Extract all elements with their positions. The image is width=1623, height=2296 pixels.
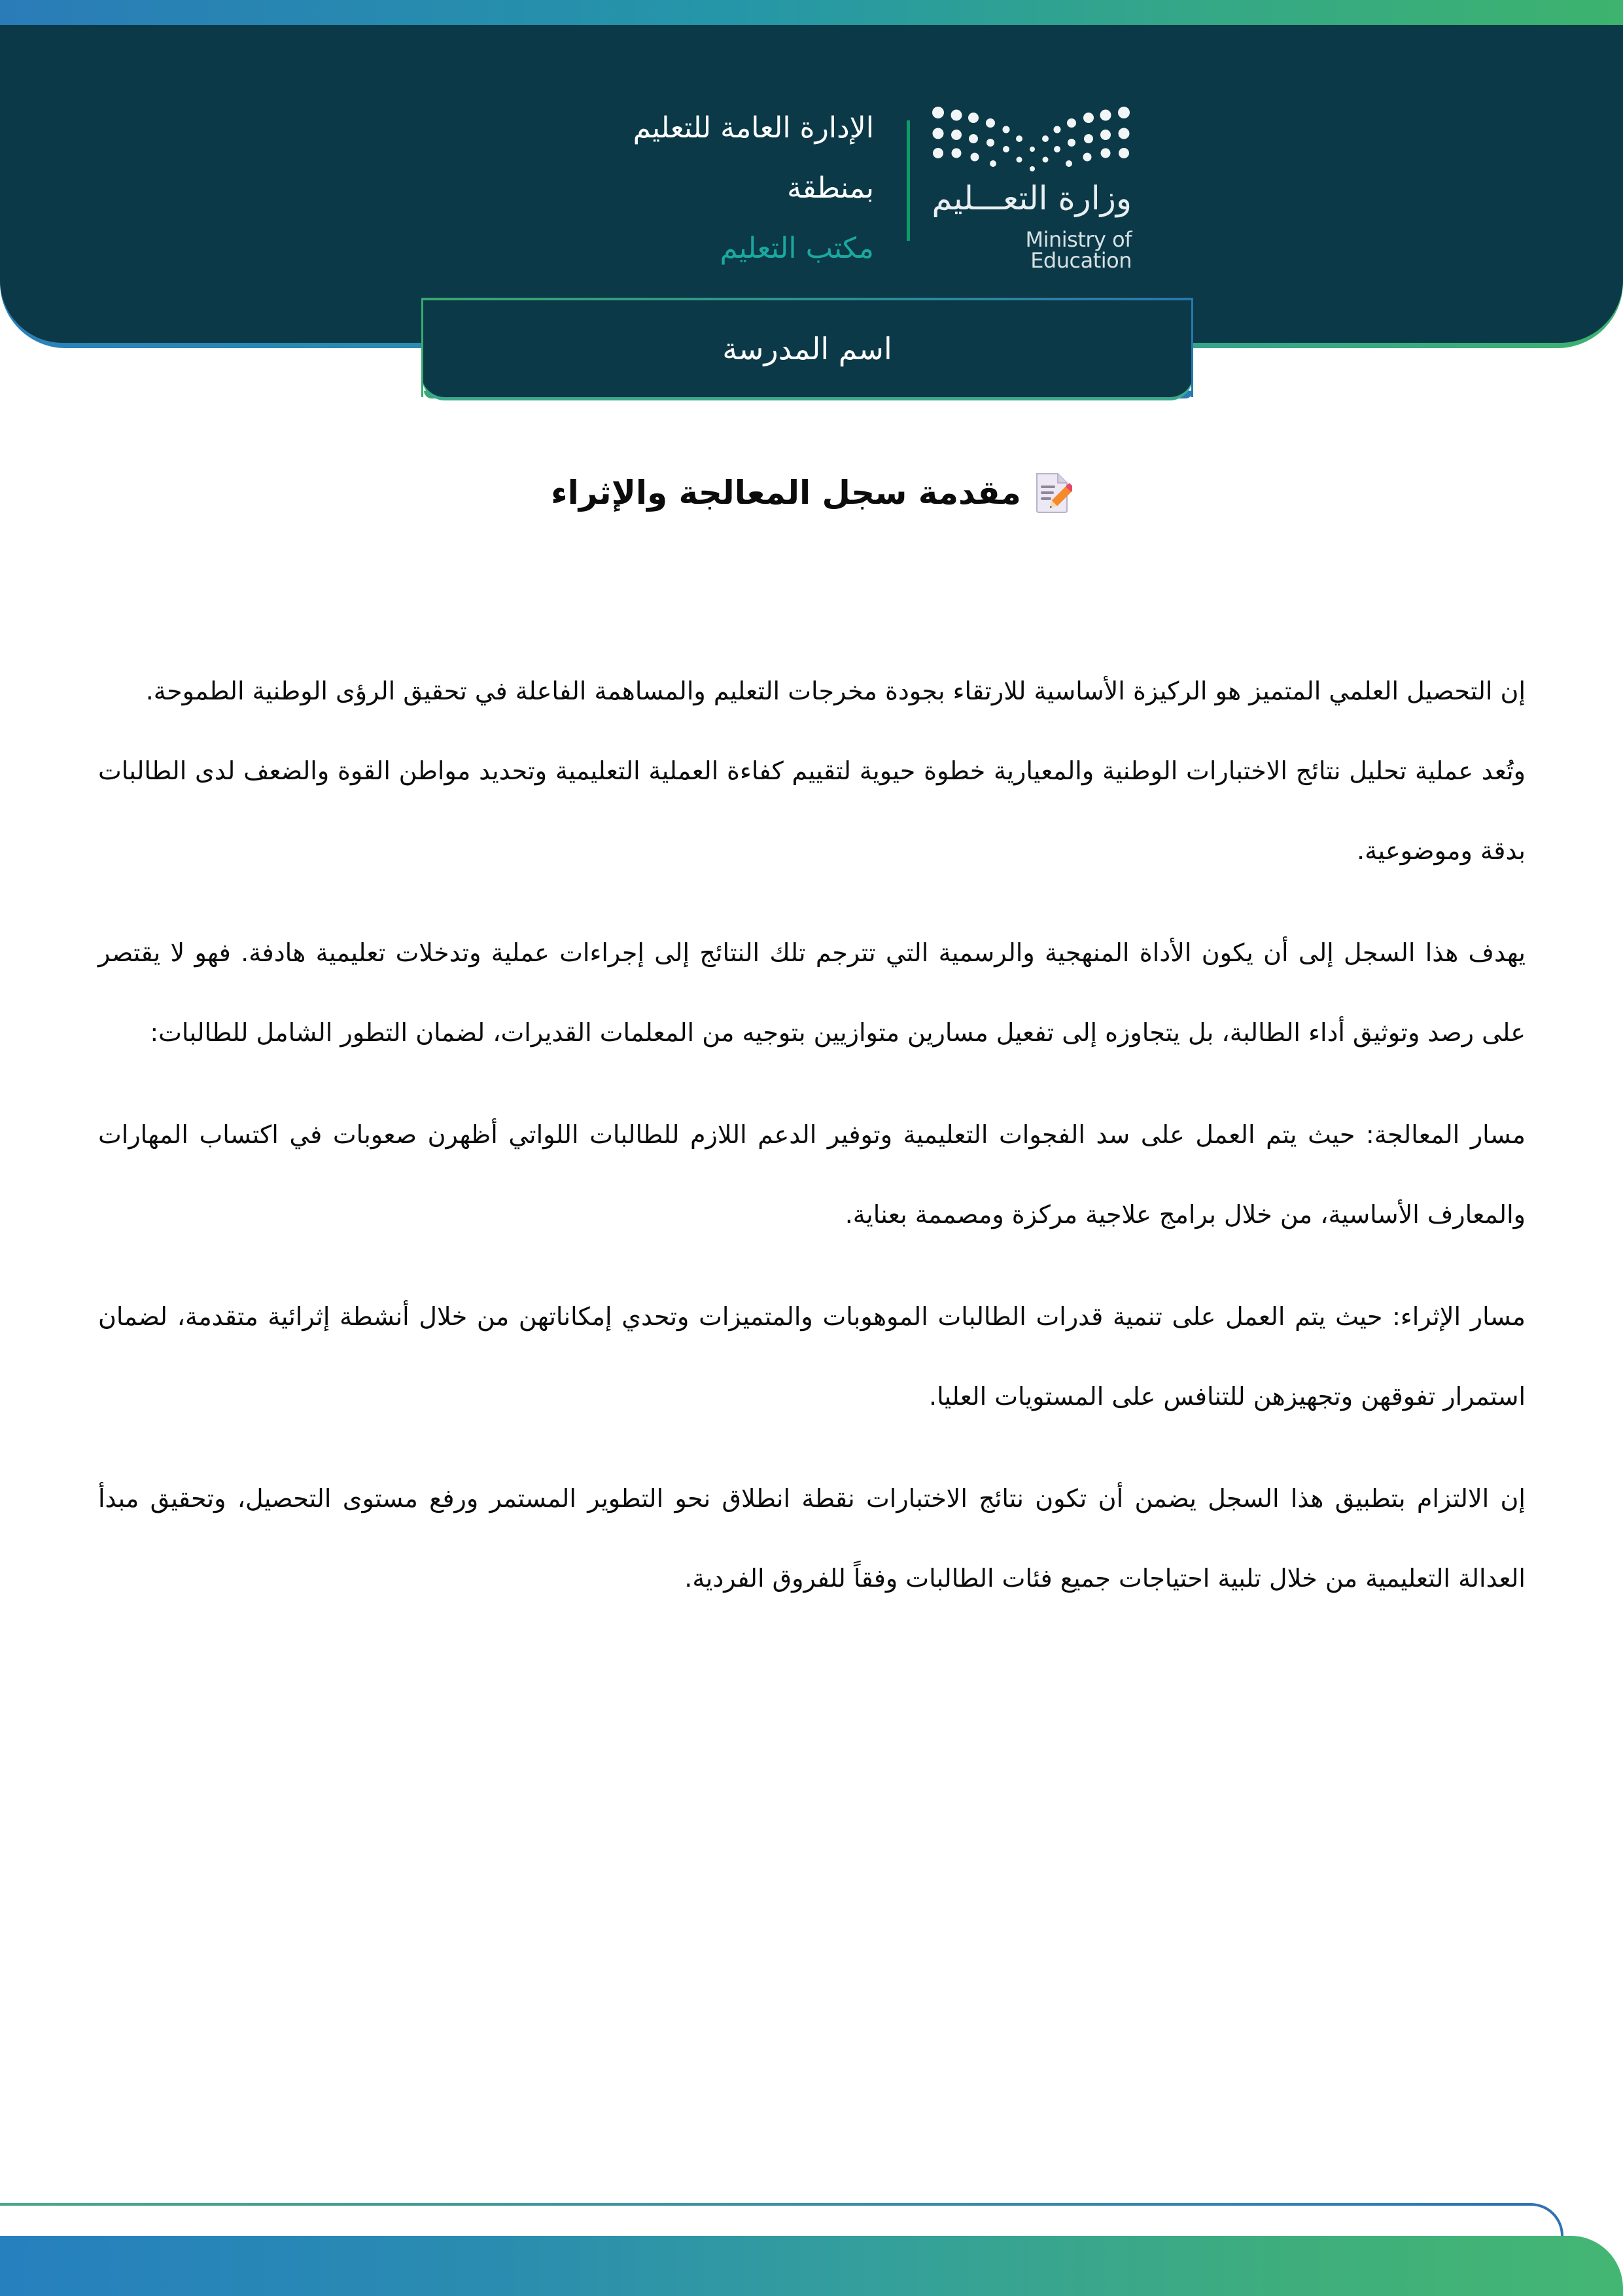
ministry-name-english: Ministry of Education <box>1025 227 1132 273</box>
paragraph-commitment: إن الالتزام بتطبيق هذا السجل يضمن أن تكون نتائج الاختبارات نقطة انطلاق نحو التطوير المستمر ورفع مستوى التحصيل، وتحقيق مبدأ العدالة التعليمية من خلال تلبية احتياجات جميع فئات الطالبات وفقاً للفروق الفردية. <box>98 1484 1526 1593</box>
ministry-dots-emblem-icon <box>929 105 1132 177</box>
footer-outline-curve <box>1485 2203 1563 2236</box>
paragraph-remediation-track: مسار المعالجة: حيث يتم العمل على سد الفجوات التعليمية وتوفير الدعم اللازم للطالبات اللواتي أظهرن صعوبات في اكتساب المهارات والمعارف الأساسية، من خلال برامج علاجية مركزة ومصممة بعناية. <box>98 1120 1526 1229</box>
document-title <box>0 471 1623 517</box>
paragraph-enrichment-track: مسار الإثراء: حيث يتم العمل على تنمية قدرات الطالبات الموهوبات والمتميزات وتحدي إمكاناتهن من خلال أنشطة إثرائية متقدمة، لضمان استمرار تفوقهن وتجهيزهن للتنافس على المستويات العليا. <box>98 1302 1526 1411</box>
ministry-name-arabic: وزارة التعـــليم <box>932 179 1132 217</box>
directorate-line-region: بمنطقة <box>787 171 874 205</box>
directorate-line-general-admin: الإدارة العامة للتعليم <box>633 111 874 145</box>
directorate-line-office: مكتب التعليم <box>720 232 874 265</box>
directorate-block <box>481 98 874 279</box>
footer-gradient-band <box>0 2236 1623 2296</box>
logo-divider <box>907 120 910 241</box>
title-text: مقدمة سجل المعالجة والإثراء <box>551 474 1021 512</box>
paragraph-achievement: إن التحصيل العلمي المتميز هو الركيزة الأساسية للارتقاء بجودة مخرجات التعليم والمساهمة الفاعلة في تحقيق الرؤى الوطنية الطموحة. <box>145 677 1526 705</box>
paragraph-purpose: يهدف هذا السجل إلى أن يكون الأداة المنهجية والرسمية التي تترجم تلك النتائج إلى إجراءات عملية وتدخلات تعليمية هادفة. فهو لا يقتصر على رصد وتوثيق أداء الطالبة، بل يتجاوزه إلى تفعيل مسارين متوازيين بتوجيه من المعلمات القديرات، لضمان التطور الشامل للطالبات: <box>98 938 1526 1047</box>
introduction-body <box>98 651 1526 1640</box>
ministry-logo <box>929 105 1132 273</box>
memo-pencil-icon <box>1033 471 1072 514</box>
footer-outline <box>0 2203 1527 2238</box>
paragraph-analysis: وتُعد عملية تحليل نتائج الاختبارات الوطنية والمعيارية خطوة حيوية لتقييم كفاءة العملية التعليمية وتحديد مواطن القوة والضعف لدى الطالبات بدقة وموضوعية. <box>98 756 1526 865</box>
school-name-tab <box>421 298 1193 397</box>
school-name: اسم المدرسة <box>722 331 892 366</box>
